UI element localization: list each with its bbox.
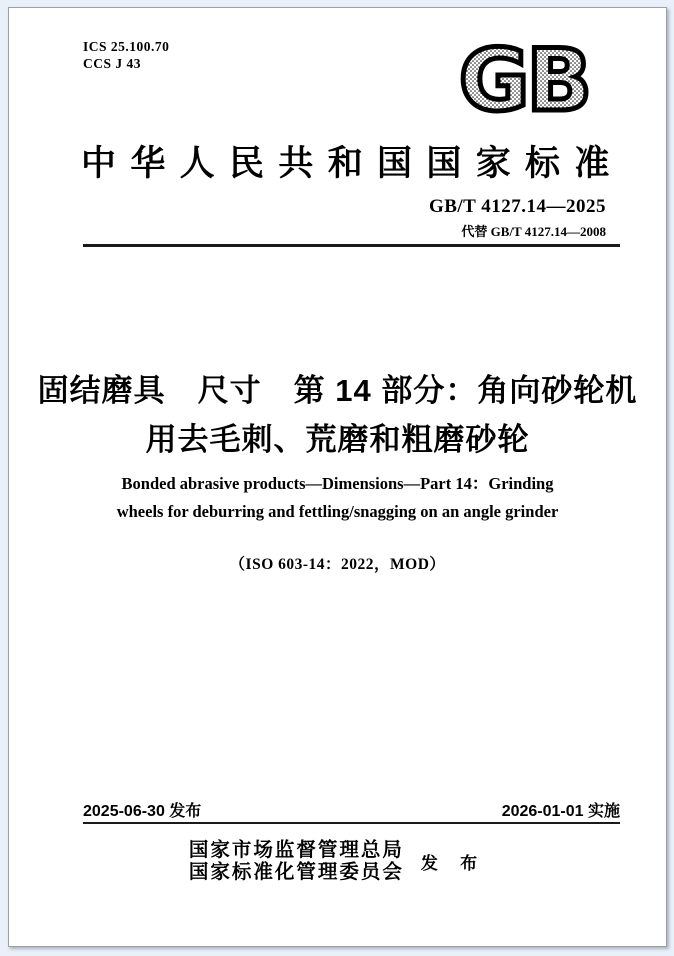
replaces-note: 代替 GB/T 4127.14—2008 (461, 224, 606, 239)
national-standard-heading: 中华人民共和国国家标准 (81, 144, 622, 183)
standard-number: GB/T 4127.14—2025 (428, 196, 606, 217)
gb-logo-letters: GB (458, 42, 590, 118)
ccs-code: CCS J 43 (83, 56, 142, 71)
ics-code: ICS 25.100.70 (83, 39, 170, 54)
iso-equivalence-note: （ISO 603-14：2022，MOD） (229, 556, 446, 573)
issue-date: 2025-06-30 发布 (83, 803, 202, 820)
publish-label: 发 布 (420, 854, 487, 873)
gb-logo-icon (454, 42, 594, 118)
header-divider (83, 244, 620, 247)
classification-codes (83, 38, 169, 72)
publisher-line2: 国家标准化管理委员会 (188, 861, 404, 883)
publisher-block (9, 840, 666, 883)
title-english-line2: wheels for deburring and fettling/snagging on an angle grinder (116, 502, 559, 521)
title-english (39, 470, 636, 526)
title-english-line1: Bonded abrasive products—Dimensions—Part 14：Grinding (121, 474, 554, 493)
title-chinese-line1: 固结磨具 尺寸 第 14 部分：角向砂轮机 (37, 373, 638, 408)
title-chinese (29, 366, 646, 464)
standard-cover-page (8, 7, 667, 947)
publisher-names (189, 840, 404, 883)
dates-row (83, 798, 620, 821)
title-chinese-line2: 用去毛刺、荒磨和粗磨砂轮 (145, 422, 530, 457)
publisher-line1: 国家市场监督管理总局 (188, 840, 404, 861)
implementation-date: 2026-01-01 实施 (501, 803, 620, 820)
footer-divider (83, 822, 620, 824)
